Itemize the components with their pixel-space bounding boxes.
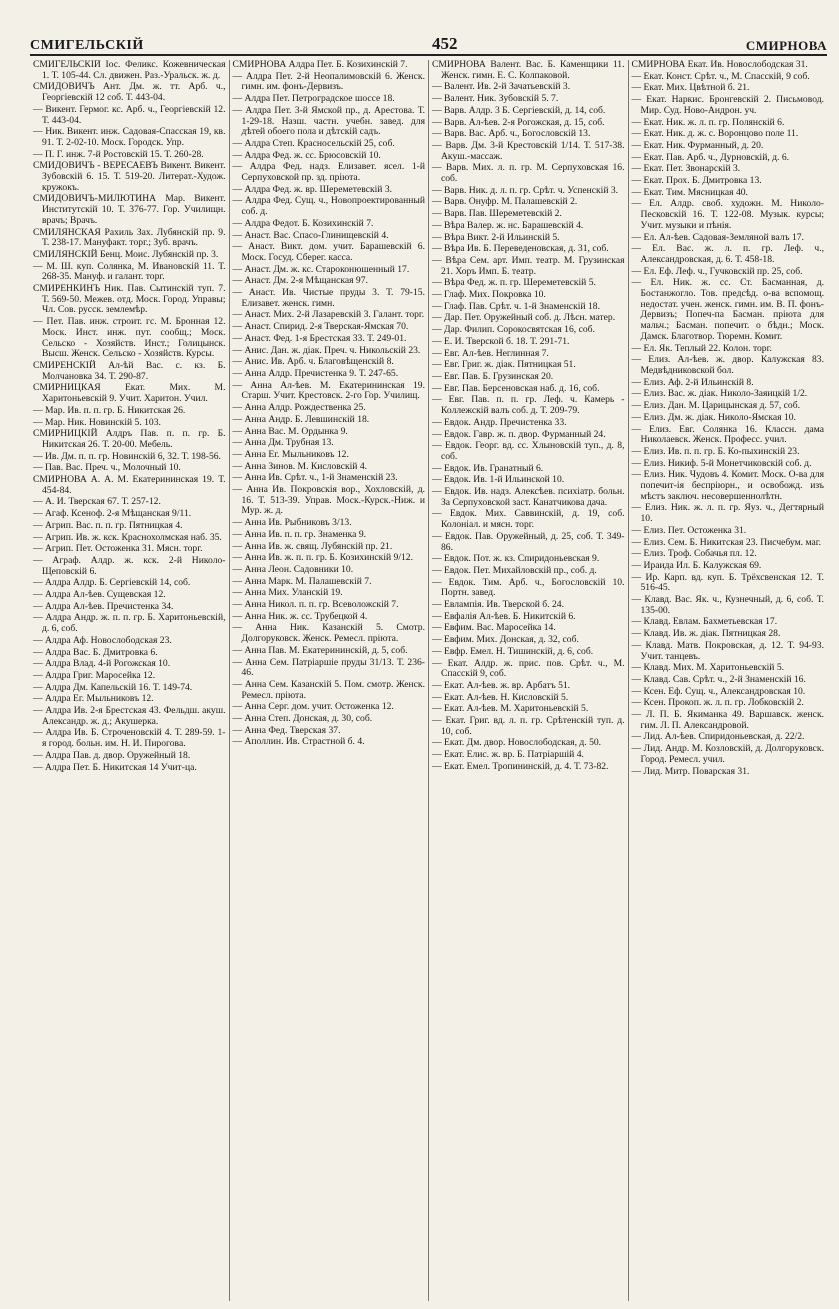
directory-entry: — Елиз. Дм. ж. діак. Николо-Ямская 10. [631,411,796,423]
directory-entry: — Алдра Алдр. Б. Сергіевскій 14, соб. [33,577,191,589]
directory-entry: — Алдра Фед. ж. сс. Брюсовскій 10. [232,149,381,161]
directory-entry: — Анна Ив. Покровскія вор., Хохловскій, д. 16. Т. 513-39. Управ. Моск.-Курск.-Ниж. и Мур. ж. д. [232,484,425,517]
directory-entry: — Алдра Ал-ѣев. Пречистенка 34. [33,600,174,612]
directory-entry: — Елиз. Вас. ж. діак. Николо-Заяицкій 1/2. [631,388,808,400]
text-columns [30,60,827,1301]
directory-entry: — Ел. Еф. Леф. ч., Гучковскій пр. 25, соб. [631,265,803,277]
directory-entry: — Елиз. Ник. ж. л. п. гр. Яуз. ч., Дегтярный 10. [631,502,824,525]
directory-entry: — Алдра Пет. Б. Никитская 14 Учит-ца. [33,761,197,773]
directory-entry: — Варв. Дм. 3-й Крестовскій 1/14. Т. 517-38. Акуш.-массаж. [432,139,625,162]
directory-entry: СМИГЕЛЬСКІЙ Іос. Феликс. Кожевническая 1. Т. 105-44. Сл. движен. Раз.-Уральск. ж. д. [33,60,226,81]
directory-entry: — Алдра Вас. Б. Дмитровка 6. [33,646,158,658]
directory-entry: — Евдок. Пав. Оружейный, д. 25, соб. Т. 349-86. [432,530,625,553]
directory-entry: — Екат. Емел. Тропининскій, д. 4. Т. 73-82. [432,760,609,772]
directory-entry: СМИДОВИЧЪ - ВЕРЕСАЕВЪ Викент. Викент. Зубовскій 6. 15. Т. 519-20. Литерат.-Худож. кружокъ. [33,160,226,193]
directory-entry: СМИРНОВА Алдра Пет. Б. Козихинскій 7. [232,60,408,70]
directory-entry: — Анна Ег. Мыльниковъ 12. [232,448,349,460]
directory-entry: — Анна Вас. М. Ордынка 9. [232,425,348,437]
directory-entry: — Анис. Ив. Арб. ч. Благовѣщенскій 8. [232,356,394,368]
directory-entry: — Ксен. Прокоп. ж. л. п. гр. Лобковскій 2. [631,697,804,709]
directory-entry: — Анаст. Мих. 2-й Лазаревскій 3. Галант. торг. [232,309,425,321]
directory-entry: — Екат. Елис. ж. вр. Б. Патріаршій 4. [432,749,584,761]
directory-entry: — Варв. Вас. Арб. ч., Богословскій 13. [432,128,591,140]
directory-entry: — П. Г. инж. 7-й Ростовскій 15. Т. 260-28. [33,148,204,160]
directory-entry: — Анаст. Ив. Чистые пруды 3. Т. 79-15. Елизавет. женск. гимн. [232,287,425,309]
directory-entry: — Екат. Ал-ѣев. Н. Кисловскій 5. [432,691,569,703]
directory-entry: — Евдок. Тим. Арб. ч., Богословскій 10. Портн. завед. [432,576,625,599]
directory-entry: — Вѣра Сем. арт. Имп. театр. М. Грузинская 21. Хоръ Имп. Б. театр. [432,254,625,277]
directory-entry: — Алдра Дм. Капельскій 16. Т. 149-74. [33,681,193,693]
directory-entry: — Евфим. Вас. Маросейка 14. [432,622,556,634]
directory-entry: СМИРЕНКИНЪ Ник. Пав. Сытинскій туп. 7. Т. 569-50. Межев. отд. Моск. Город. Управы; Чл. Сов. русск. землемѣр. [33,283,226,316]
directory-entry: — Анна Ал-ѣев. М. Екатерининская 19. Старш. Учит. Крестовск. 2-го Гор. Училищ. [232,379,425,402]
directory-entry: — Агрип. Ив. ж. кск. Краснохолмская наб. 35. [33,531,222,543]
directory-entry: — Елиз. Никиф. 5-й Монетчиковскій соб. д. [631,457,812,469]
directory-entry: — Евдок. Георг. вд. сс. Хлыновскій туп., д. 8, соб. [432,440,625,462]
directory-entry: — Анна Ив. ж. свящ. Лубянскій пр. 21. [232,540,393,552]
directory-entry: — Екат. Прох. Б. Дмитровка 13. [631,175,762,187]
directory-entry: — Варв. Алдр. 3 Б. Сергіевскій, д. 14, соб. [432,104,606,116]
directory-entry: — Валент. Ник. Зубовскій 5. 7. [432,93,559,105]
directory-entry: — Евдок. Ив. надз. Алексѣев. психіатр. больн. За Серпуховской заст. Канатчикова дача. [432,486,625,508]
directory-entry: — Алдра Фед. надз. Елизавет. ясел. 1-й Серпуховской пр. зд. пріюта. [232,161,425,184]
directory-entry: СМИЛЯНСКАЯ Рахиль Зах. Лубянскій пр. 9. Т. 238-17. Мануфакт. торг.; Зуб. врачъ. [33,226,226,249]
directory-entry: — Елиз. Ал-ѣев. ж. двор. Калужская 83. Медвѣдниковской бол. [631,354,824,376]
directory-entry: — Клавд. Ив. ж. діак. Пятницкая 28. [631,628,781,640]
directory-entry: — Вѣра Ив. Б. Переведеновская, д. 31, соб. [432,243,609,255]
directory-entry: — Анаст. Дм. 2-я Мѣщанская 97. [232,275,368,287]
directory-entry: — Глаф. Пав. Срѣт. ч. 1-й Знаменскій 18. [432,300,600,312]
directory-entry: — Пет. Пав. инж. строит. гс. М. Бронная 12. Моск. Инст. инж. пут. сообщ.; Моск. Сельско - Хозяйств. Инст.; Голицынск. Высш. Женск. Сельско - Хозяйств. Курсы. [33,316,226,360]
directory-entry: — Евдок. Пот. ж. кз. Спиридоньевская 9. [432,553,600,565]
directory-entry: — Евдок. Пет. Михайловскій пр., соб. д. [432,564,597,576]
page-number: 452 [432,34,458,53]
directory-entry: — Екат. Григ. вд. л. п. гр. Срѣтенскій туп. д. 10, соб. [432,715,625,737]
directory-entry: — Евг. Ал-ѣев. Неглинная 7. [432,347,549,359]
directory-entry: — Варв. Мих. л. п. гр. М. Серпуховская 16. соб. [432,162,625,185]
directory-entry: — Екат. Дм. двор. Новослободская, д. 50. [432,737,602,749]
directory-entry: — Алдра Андр. ж. п. п. гр. Б. Харитоньевскій, д. 6, соб. [33,612,226,635]
directory-entry: — Ел. Як. Теплый 22. Колон. торг. [631,342,772,354]
directory-entry: — Варв. Онуфр. М. Палашевскій 2. [432,196,578,208]
directory-entry: — Елиз. Аф. 2-й Ильинскій 8. [631,376,754,388]
directory-entry: — Варв. Пав. Шереметевскій 2. [432,208,562,220]
directory-entry: — Анна Серг. дом. учит. Остоженка 12. [232,701,394,713]
directory-entry: — Варв. Ник. д. л. п. гр. Срѣт. ч. Успенскій 3. [432,184,619,196]
directory-entry: — Агаф. Ксеноф. 2-я Мѣщанская 9/11. [33,508,192,520]
directory-entry: — Анна Алдр. Пречистенка 9. Т. 247-65. [232,367,399,379]
directory-entry: СМИДОВИЧЪ-МИЛЮТИНА Мар. Викент. Институтскій 10. Т. 376-77. Гор. Училищн. врачъ; Врачъ. [33,193,226,226]
directory-entry: — Лид. Митр. Поварская 31. [631,765,750,777]
directory-entry: — Евдок. Ив. Гранатный 6. [432,462,544,474]
directory-entry: — Пав. Вас. Преч. ч., Молочный 10. [33,462,181,474]
header-left-running-head: СМИГЕЛЬСКІЙ [30,38,144,53]
directory-entry: — Евдок. Гавр. ж. п. двор. Фурманный 24. [432,428,606,440]
directory-entry: — Варв. Ал-ѣев. 2-я Рогожская, д. 15, соб. [432,116,605,128]
directory-entry: — Вѣра Валер. ж. нс. Барашевскій 4. [432,219,584,231]
directory-entry: — Евдок. Андр. Пречистенка 33. [432,416,567,428]
directory-entry: — Клавд. Сав. Срѣт. ч., 2-й Знаменскій 16. [631,673,806,685]
directory-entry: — Екат. Ал-ѣев. М. Харитоньевскій 5. [432,703,589,715]
directory-entry: — А. И. Тверская 67. Т. 257-12. [33,496,161,508]
directory-entry: — Алдра Ив. 2-я Брестская 43. Фельдш. акуш. Александр. ж. д.; Акушерка. [33,705,226,727]
directory-entry: — Евг. Григ. ж. діак. Пятницкая 51. [432,359,576,371]
directory-entry: — Анна Мих. Уланскій 19. [232,587,343,599]
directory-entry: — Анна Андр. Б. Левшинскій 18. [232,413,370,425]
directory-entry: — Ираида Ил. Б. Калужская 69. [631,559,762,571]
column-4 [629,60,828,1301]
column-1 [30,60,230,1301]
directory-entry: — Анаст. Фед. 1-я Брестская 33. Т. 249-01. [232,332,407,344]
directory-entry: — Клавд. Матв. Покровская, д. 12. Т. 94-93. Учит. танцевъ. [631,639,824,662]
directory-entry: — Анна Никол. п. п. гр. Всеволожскій 7. [232,599,399,611]
directory-entry: — Анна Ник. Казанскій 5. Смотр. Долгоруковск. Женск. Ремесл. пріюта. [232,622,425,645]
directory-entry: — Лид. Ал-ѣев. Спиридоньевская, д. 22/2. [631,731,805,743]
directory-entry: — Алдра Степ. Красносельскій 25, соб. [232,137,395,149]
directory-entry: — Клавд. Вас. Як. ч., Кузнечный, д. 6, соб. Т. 135-00. [631,594,824,616]
directory-entry: — Лид. Андр. М. Козловскій, д. Долгоруковск. Город. Ремесл. учил. [631,743,824,765]
directory-entry: — Евг. Пав. Б. Грузинская 20. [432,370,554,382]
directory-entry: — Екат. Ник. д. ж. с. Воронцово поле 11. [631,128,799,140]
directory-entry: — Е. И. Тверской б. 18. Т. 291-71. [432,335,570,347]
directory-entry: — Евдок. Мих. Саввинскій, д. 19, соб. Колоніал. и мясн. торг. [432,508,625,531]
directory-entry: — Ник. Викент. инж. Садовая-Спасская 19, кв. 91. Т. 2-02-10. Моск. Городск. Упр. [33,126,226,148]
directory-entry: — Анна Сем. Казанскій 5. Пом. смотр. Женск. Ремесл. пріюта. [232,678,425,701]
directory-entry: СМИЛЯНСКІЙ Бенц. Моис. Лубянскій пр. 3. [33,248,219,260]
directory-entry: — Вѣра Фед. ж. п. гр. Шереметевскій 5. [432,277,596,289]
directory-entry: СМИДОВИЧЪ Ант. Дм. ж. тт. Арб. ч., Георгіевскій 12 соб. Т. 443-04. [33,81,226,104]
directory-entry: — Аполлин. Ив. Страстной б. 4. [232,736,365,748]
directory-entry: — Ел. Вас. ж. л. п. гр. Леф. ч., Александровская, д. 6. Т. 458-18. [631,243,824,265]
directory-entry: — Ир. Карп. вд. куп. Б. Трёхсвенская 12. Т. 516-45. [631,571,824,594]
directory-entry: — Елиз. Дан. М. Царицынская д. 57, соб. [631,400,800,412]
directory-entry: — Евфим. Мих. Донская, д. 32, соб. [432,634,579,646]
directory-entry: — Алдра Пет. Петроградское шоссе 18. [232,93,395,105]
header-right-running-head: СМИРНОВА [745,38,827,53]
directory-entry: — Алдра Аф. Новослободская 23. [33,634,172,646]
directory-entry: — Анна Сем. Патріаршіе пруды 31/13. Т. 236-46. [232,656,425,679]
page-header [30,28,827,56]
directory-entry: — Вѣра Викт. 2-й Ильинскій 5. [432,231,560,243]
directory-entry: — Екат. Конст. Срѣт. ч., М. Спасскій, 9 соб. [631,70,810,82]
directory-entry: — Евлампія. Ив. Тверской б. 24. [432,599,564,611]
directory-entry: — Екат. Мих. Цвѣтной б. 21. [631,82,750,94]
directory-entry: — Евг. Пав. п. п. гр. Леф. ч. Камерь - Коллежскій валъ соб. д. Т. 209-79. [432,394,625,417]
directory-entry: — Екат. Наркис. Бронгевскій 2. Письмовод. Мир. Суд. Ново-Андрон. уч. [631,94,824,116]
directory-entry: — Дар. Филип. Сорокосвятская 16, соб. [432,324,595,336]
directory-entry: — Аграф. Алдр. ж. кск. 2-й Николо-Щеповскій 6. [33,554,226,577]
directory-entry: — Анис. Дан. ж. діак. Преч. ч. Никольскій 23. [232,344,421,356]
directory-entry: — Валент. Ив. 2-й Зачатьевскій 3. [432,81,571,93]
directory-entry: — Анаст. Вас. Спасо-Глинищевскій 4. [232,229,389,241]
directory-entry: — Алдра Ег. Мыльниковъ 12. [33,693,154,705]
directory-entry: СМИРНИЦКАЯ Екат. Мих. М. Харитоньевскій 9. Учит. Харитон. Учил. [33,382,226,405]
directory-entry: — Екат. Алдр. ж. прис. пов. Срѣт. ч., М. Спасскій 9, соб. [432,657,625,680]
directory-entry: — Анна Ив. п. п. гр. Знаменка 9. [232,528,367,540]
directory-entry: — Анна Зинов. М. Кисловскій 4. [232,460,368,472]
directory-entry: — Елиз. Пет. Остоженка 31. [631,524,747,536]
directory-entry: — Алдра Влад. 4-й Рогожская 10. [33,658,171,670]
directory-entry: — Алдра Григ. Маросейка 12. [33,669,156,681]
directory-entry: — Анна Фед. Тверская 37. [232,724,341,736]
directory-entry: — Агрип. Пет. Остоженка 31. Мясн. торг. [33,543,203,555]
directory-entry: — Елиз. Сем. Б. Никитская 23. Писчебум. маг. [631,536,821,548]
directory-entry: — Алдра Фед. Сущ. ч., Новопроектированный соб. д. [232,195,425,218]
directory-entry: — Евфр. Емел. Н. Тишинскій, д. 6, соб. [432,645,594,657]
directory-entry: — Евфалія Ал-ѣев. Б. Никитскій 6. [432,610,576,622]
directory-entry: — Анна Алдр. Рождественка 25. [232,402,366,414]
directory-entry: — Елиз. Ник. Чудовъ 4. Комит. Моск. О-ва для попечит-ія беспріюрн., и освобожд. изъ мѣстъ заключ. несовершеннолѣтн. [631,469,824,502]
directory-entry: — Клавд. Мих. М. Харитоньевскій 5. [631,662,785,674]
directory-entry: — Анаст. Викт. дом. учит. Барашевскій 6. Моск. Госуд. Сберег. касса. [232,241,425,263]
directory-entry: — Ел. Ник. ж. сс. Ст. Басманная, д. Бостанжогло. Тов. предсѣд. о-ва вспомощ. недостат. учен. женск. гимн. им. В. П. фонъ-Дервизъ; Попеч-па Басман. пріюта для мальч.; Басман. попечит. о бѣдн.; Моск. Дамск. Благотвор. Тюремн. Комит. [631,277,824,342]
directory-entry: — Анна Степ. Донская, д. 30, соб. [232,713,373,725]
directory-entry: — Глаф. Мих. Покровка 10. [432,289,546,301]
directory-entry: СМИРНОВА Екат. Ив. Новослободская 31. [631,60,808,70]
directory-entry: — Мар. Ник. Новинскій 5. 103. [33,416,161,428]
directory-entry: — Анна Марк. М. Палашевскій 7. [232,575,372,587]
directory-entry: — Алдра Пет. 2-й Неопалимовскій 6. Женск. гимн. им. фонъ-Дервизъ. [232,70,425,93]
directory-entry: — Ив. Дм. п. п. гр. Новинскій 6, 32. Т. 198-56. [33,450,221,462]
directory-entry: — Елиз. Ив. п. п. гр. Б. Ко-пыхинскій 23. [631,445,800,457]
directory-entry: — Анна Ив. ж. п. п. гр. Б. Козихинскій 9/12. [232,552,414,564]
directory-entry: — Анна Леон. Садовники 10. [232,563,354,575]
directory-entry: — М. Ш. куп. Солянка, М. Ивановскій 11. Т. 268-35. Мануф. и галант. торг. [33,260,226,283]
directory-entry: — Алдра Фед. ж. вр. Шереметевскій 3. [232,183,393,195]
directory-entry: — Агрип. Вас. п. п. гр. Пятницкая 4. [33,519,183,531]
directory-entry: — Екат. Тим. Мясницкая 40. [631,186,748,198]
directory-entry: — Клавд. Евлам. Бахметьевская 17. [631,616,778,628]
directory-entry: — Екат. Пав. Арб. ч., Дурновскій, д. 6. [631,151,790,163]
directory-entry: — Екат. Ник. ж. л. п. гр. Полянскій 6. [631,116,785,128]
directory-entry: — Алдра Ив. Б. Строченовскій 4. Т. 289-59. 1-я город. больн. им. Н. И. Пирогова. [33,727,226,750]
directory-entry: СМИРНОВА Валент. Вас. Б. Каменщики 11. Женск. гимн. Е. С. Колпаковой. [432,60,625,81]
directory-entry: — Екат. Пет. Звонарскій 3. [631,163,741,175]
directory-entry: — Евг. Пав. Берсеновская наб. д. 16, соб. [432,382,600,394]
directory-entry: — Елиз. Евг. Солянка 16. Классн. дама Николаевск. Женск. Професс. учил. [631,423,824,446]
directory-entry: СМИРНОВА А. А. М. Екатерининская 19. Т. 454-84. [33,474,226,496]
directory-entry: СМИРЕНСКІЙ Ал-ѣй Вас. с. кз. Б. Молчановка 34. Т. 290-87. [33,359,226,382]
directory-entry: — Викент. Гермог. кс. Арб. ч., Георгіевскій 12. Т. 443-04. [33,103,226,126]
directory-entry: — Дар. Пет. Оружейный соб. д. Лѣсн. матер. [432,312,616,324]
directory-entry: — Анна Ник. ж. сс. Трубецкой 4. [232,610,368,622]
directory-entry: — Алдра Пав. д. двор. Оружейный 18. [33,749,191,761]
directory-entry: — Анаст. Спирид. 2-я Тверская-Ямская 70. [232,321,409,333]
directory-entry: — Екат. Ал-ѣев. ж. вр. Арбатъ 51. [432,679,571,691]
directory-entry: — Анаст. Дм. ж. кс. Староконюшенный 17. [232,263,410,275]
directory-entry: — Екат. Ник. Фурманный, д. 20. [631,139,764,151]
directory-entry: — Анна Пав. М. Екатерининскій, д. 5, соб. [232,644,408,656]
directory-entry: — Л. П. Б. Якиманка 49. Варшавск. женск. гим. Л. П. Александровой. [631,709,824,731]
directory-entry: — Анна Ив. Срѣт. ч., 1-й Знаменскій 23. [232,472,398,484]
directory-entry: — Алдра Ал-ѣев. Сущевская 12. [33,589,166,601]
directory-entry: — Алдра Федот. Б. Козихинскій 7. [232,217,374,229]
directory-entry: СМИРНИЦКІЙ Алдръ Пав. п. п. гр. Б. Никитская 26. Т. 20-00. Мебель. [33,428,226,450]
column-2 [230,60,430,1301]
directory-entry: — Елиз. Троф. Собачья пл. 12. [631,548,757,560]
directory-entry: — Мар. Ив. п. п. гр. Б. Никитская 26. [33,404,186,416]
directory-entry: — Ел. Ал-ѣев. Садовая-Земляной валъ 17. [631,231,804,243]
directory-entry: — Анна Ив. Рыбниковъ 3/13. [232,517,352,529]
column-3 [429,60,629,1301]
directory-entry: — Ел. Алдр. своб. художн. М. Николо-Песковскій 16. Т. 122-08. Музык. курсы; Учит. музыки и пѣнія. [631,198,824,231]
directory-entry: — Анна Дм. Трубная 13. [232,437,334,449]
directory-entry: — Алдра Пет. 3-й Ямской пр., д. Арестова. Т. 1-29-18. Назш. частн. учебн. завед. для дѣтей обоего пола и дѣтскій садъ. [232,104,425,138]
directory-entry: — Евдок. Ив. 1-й Ильинской 10. [432,474,565,486]
directory-entry: — Ксен. Еф. Сущ. ч., Александровская 10. [631,685,806,697]
